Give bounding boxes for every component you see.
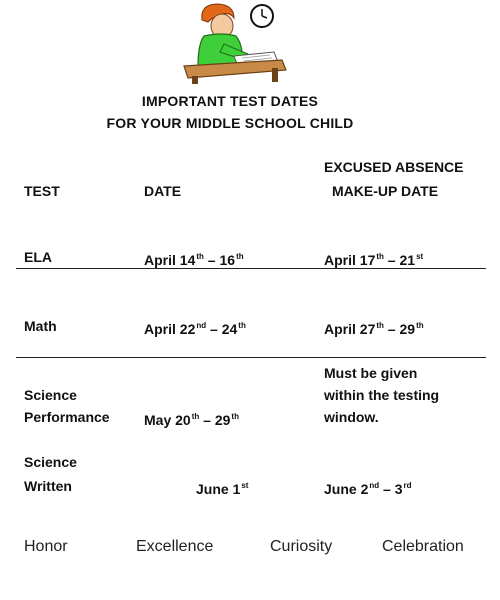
title-line-2: FOR YOUR MIDDLE SCHOOL CHILD (106, 115, 354, 131)
test-name-science-written-line-1: Science (24, 454, 77, 470)
test-date-ela: April 14th – 16th (144, 252, 244, 268)
test-name-science-performance-line-2: Performance (24, 409, 110, 425)
makeup-note-line-1: Must be given (324, 365, 418, 381)
test-name-science-written-line-2: Written (24, 478, 72, 494)
motto-curiosity: Curiosity (270, 538, 333, 555)
makeup-note-line-2: within the testing (324, 387, 440, 403)
test-name-science-performance-line-1: Science (24, 387, 77, 403)
makeup-note-line-3: window. (324, 409, 379, 425)
row-divider (16, 357, 486, 358)
makeup-date-science-written: June 2nd – 3rd (324, 481, 412, 497)
test-date-science-performance: May 20th – 29th (144, 412, 239, 428)
header-makeup-line-2: MAKE-UP DATE (332, 183, 439, 199)
title-line-1: IMPORTANT TEST DATES (141, 93, 319, 109)
row-divider (16, 268, 486, 269)
student-at-desk-with-clock-icon (178, 0, 288, 84)
motto-excellence: Excellence (136, 538, 214, 555)
test-name-math: Math (24, 318, 57, 334)
header-date: DATE (144, 183, 182, 199)
makeup-date-ela: April 17th – 21st (324, 252, 424, 268)
test-date-science-written: June 1st (196, 481, 249, 497)
motto-celebration: Celebration (382, 538, 464, 555)
makeup-date-math: April 27th – 29th (324, 321, 424, 337)
test-name-ela: ELA (24, 249, 52, 265)
test-date-math: April 22nd – 24th (144, 321, 246, 337)
motto-footer (0, 538, 500, 562)
header-makeup-line-1: EXCUSED ABSENCE (324, 159, 464, 175)
page-title (0, 90, 460, 134)
header-test: TEST (24, 183, 60, 199)
motto-honor: Honor (24, 538, 68, 555)
